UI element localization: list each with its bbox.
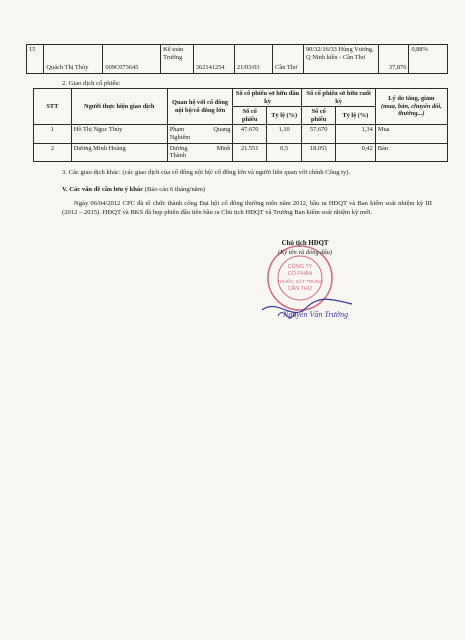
header-end-shares: Số cổ phiếu (302, 107, 335, 125)
header-reason (375, 89, 447, 125)
section-v-heading: V. Các vấn đề cần lưu ý khác (62, 186, 144, 193)
relation-word: Quang (213, 126, 231, 134)
row-reason: Bán (375, 143, 447, 161)
stamp-line: THUỐC SÁT TRÙNG (277, 280, 323, 285)
signature-note: (Ký tên và đóng dấu) (278, 249, 332, 256)
stamp-line: CẦN THƠ (287, 286, 313, 292)
section-2-title: 2. Giao dịch cổ phiếu: (62, 80, 121, 87)
header-end-ratio: Tỷ lệ (%) (335, 107, 375, 125)
relation-word: Phạm (169, 126, 185, 134)
stamp-line: CỔ PHẦN (287, 271, 313, 277)
row-begin-ratio: 1,10 (266, 125, 302, 143)
relation-word: Thành (169, 152, 187, 160)
id-cell: 009C073645 (103, 45, 161, 74)
date-cell: 21/03/03 (234, 45, 272, 74)
ratio-cell: 0,88% (409, 45, 448, 74)
row-begin-ratio: 0,5 (266, 143, 302, 161)
row-stt: 2 (34, 143, 72, 161)
stamp-line: CÔNG TY (287, 264, 313, 270)
position-cell: Kế toán Trưởng (161, 45, 194, 74)
name-cell: Quách Thị Thủy (44, 45, 103, 74)
section-3-text: 3. Các giao dịch khác: (các giao dịch của cổ đông nội bộ/ cổ đông lớn và người liên quan với chính Công ty). (62, 169, 351, 176)
row-begin-shares: 21.551 (233, 143, 266, 161)
header-begin: Số cổ phiếu sở hữu đầu kỳ (233, 89, 302, 107)
relation-word: Nghiêm (169, 133, 191, 141)
row-relation (167, 125, 233, 143)
relation-word: Minh (216, 144, 231, 152)
address-cell: 90/32/16/33 Hùng Vương, Q Ninh kiều - Cần Thơ (303, 45, 378, 74)
row-person: Dương Minh Hoàng (71, 143, 167, 161)
relation-word: Dương (169, 144, 188, 152)
row-end-shares: 18.051 (302, 143, 335, 161)
row-begin-shares: 47.670 (233, 125, 266, 143)
table-row (34, 143, 448, 161)
shares-cell: 37,876 (378, 45, 409, 74)
row-person: Hồ Thị Ngọc Thúy (71, 125, 167, 143)
header-person: Người thực hiện giao dịch (71, 89, 167, 125)
header-begin-ratio: Tỷ lệ (%) (266, 107, 302, 125)
header-stt: STT (34, 89, 72, 125)
header-end: Số cổ phiếu sở hữu cuối kỳ (302, 89, 375, 107)
shareholder-table-tail (26, 44, 448, 74)
section-v-paragraph: Ngày 06/04/2012 CPC đã tổ chức thành công Đại hội cổ đông thường niên năm 2012, bầu ra HĐQT và Ban kiểm soát nhiệm kỳ III (2012 – 2015). HĐQT và BKS đã họp phiên đầu tiên bầu ra Chủ tịch HĐQT và Trưởng Ban kiểm soát nhiệm kỳ mới. (62, 200, 432, 217)
row-stt: 1 (34, 125, 72, 143)
cmnd-cell: 362141254 (193, 45, 234, 74)
signature-title: Chủ tịch HĐQT (281, 240, 329, 247)
stt-cell: 15 (27, 45, 44, 74)
row-end-ratio: 0,42 (335, 143, 375, 161)
row-end-shares: 57.670 (302, 125, 335, 143)
header-relation: Quan hệ với cổ đông nội bộ/cổ đông lớn (167, 89, 233, 125)
signer-name: Nguyễn Văn Trường (283, 310, 349, 319)
header-begin-shares: Số cổ phiếu (233, 107, 266, 125)
header-reason-line2: (mua, bán, chuyển đổi, thưởng...) (381, 102, 442, 118)
section-v-note: (Báo cáo 6 tháng/năm) (144, 186, 206, 193)
row-end-ratio: 1,34 (335, 125, 375, 143)
place-cell: Cần Thơ (273, 45, 304, 74)
header-reason-line1: Lý do tăng, giảm (388, 95, 435, 103)
table-row (34, 125, 448, 143)
row-relation (167, 143, 233, 161)
section-v-title (62, 186, 205, 193)
row-reason: Mua (375, 125, 447, 143)
share-transaction-table (33, 88, 448, 162)
table-row (27, 45, 448, 74)
